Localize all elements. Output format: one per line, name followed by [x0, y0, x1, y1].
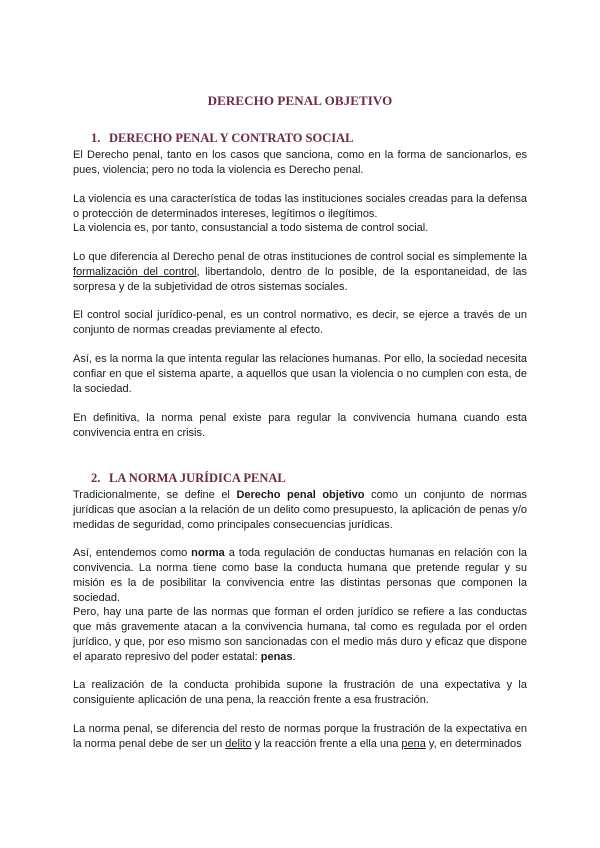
section-1-paragraph-4: [73, 250, 527, 295]
section-1-paragraph-2: [73, 192, 527, 222]
section-1-paragraph-6: [73, 352, 527, 397]
section-1-paragraph-5: [73, 308, 527, 338]
text-run: a toda regulación de conductas humanas en relación con la convivencia. La norma tiene como base la conducta humana que pretende regular y su misión es la de posibilitar la convivencia entre las distintas personas que componen la sociedad.: [73, 547, 528, 604]
section-2-paragraph-3: [73, 605, 527, 665]
bold-term: norma: [191, 547, 225, 559]
section-2-number: 2.: [91, 471, 101, 485]
underlined-term: formalización del control: [73, 265, 197, 278]
text-run: como un conjunto de normas jurídicas que asocian a la relación de un delito como presupuesto, la aplicación de penas y/o medidas de seguridad, como principales consecuencias jurídicas.: [73, 489, 527, 531]
text-run: En definitiva, la norma penal existe para regular la convivencia humana cuando esta convivencia entra en crisis.: [73, 412, 527, 439]
text-run: Lo que diferencia al Derecho penal de otras instituciones de control social es simplemente la: [73, 251, 527, 263]
text-run: y, en determinados: [425, 737, 522, 750]
text-run: Pero, hay una parte de las normas que forman el orden jurídico se refiere a las conductas que más gravemente atacan a la convivencia humana, tal como es regulada por el orden jurídico, y que, por eso mismo son sancionadas con el medio más duro y eficaz que dispone el aparato represivo del poder estatal:: [73, 606, 527, 663]
section-2-paragraph-5: [73, 722, 527, 752]
section-1-title: DERECHO PENAL Y CONTRATO SOCIAL: [109, 131, 354, 145]
document-title: DERECHO PENAL OBJETIVO: [207, 93, 393, 108]
bold-term: Derecho penal objetivo: [236, 489, 365, 501]
text-run: .: [292, 650, 296, 663]
underlined-term: delito: [225, 737, 252, 750]
section-2-paragraph-1: [73, 488, 527, 533]
section-2-title: LA NORMA JURÍDICA PENAL: [109, 471, 286, 485]
section-2-heading: [91, 471, 286, 486]
text-run: La violencia es, por tanto, consustancial a todo sistema de control social.: [73, 222, 429, 234]
underlined-term: pena: [401, 737, 426, 750]
section-1-paragraph-3: [73, 221, 527, 236]
section-1-number: 1.: [91, 131, 101, 145]
text-run: y la reacción frente a ella una: [251, 737, 402, 750]
section-1-heading: [91, 131, 353, 146]
text-run: El control social jurídico-penal, es un control normativo, es decir, se ejerce a través de un conjunto de normas creadas previamente al efecto.: [73, 309, 527, 336]
section-1-paragraph-7: [73, 411, 527, 441]
text-run: El Derecho penal, tanto en los casos que sanciona, como en la forma de sancionarlos, es pues, violencia; pero no toda la violencia es Derecho penal.: [73, 149, 527, 176]
bold-term: penas: [260, 650, 293, 663]
text-run: La realización de la conducta prohibida supone la frustración de una expectativa y la consiguiente aplicación de una pena, la reacción frente a esa frustración.: [73, 679, 527, 706]
text-run: La norma penal, se diferencia del resto de normas porque la frustración de la expectativa en la norma penal debe de ser un: [73, 723, 527, 750]
text-run: Tradicionalmente, se define el: [73, 489, 237, 501]
text-run: Así, es la norma la que intenta regular las relaciones humanas. Por ello, la sociedad necesita confiar en que el sistema aparte, a aquellos que usan la violencia o no cumplen con esta, de la sociedad.: [73, 353, 527, 395]
text-run: , libertandolo, dentro de lo posible, de la espontaneidad, de las sorpresa y de la subjetividad de otros sistemas sociales.: [73, 265, 527, 293]
section-2-paragraph-2: [73, 546, 527, 606]
section-1-paragraph-1: [73, 148, 527, 178]
text-run: Así, entendemos como: [73, 547, 192, 559]
section-2-paragraph-4: [73, 678, 527, 708]
text-run: La violencia es una característica de todas las instituciones sociales creadas para la defensa o protección de determinados intereses, legítimos o ilegítimos.: [73, 193, 527, 220]
